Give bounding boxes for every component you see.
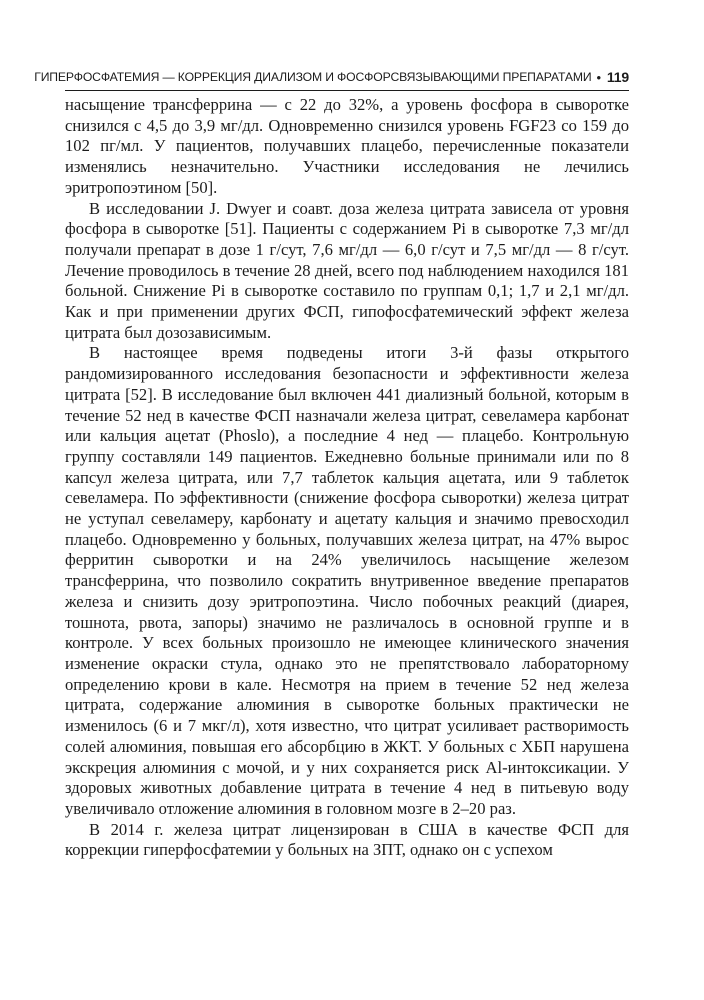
running-title: ГИПЕРФОСФАТЕМИЯ — КОРРЕКЦИЯ ДИАЛИЗОМ И ФОСФОРСВЯЗЫВАЮЩИМИ ПРЕПАРАТАМИ [34, 70, 592, 84]
paragraph-phase3-study: В настоящее время подведены итоги 3-й фазы открытого рандомизированного исследования безопасности и эффективности железа цитрата [52]. В исследование был включен 441 диализный больной, которым в течение 52 нед в качестве ФСП назначали железа цитрат, севеламера карбонат или кальция ацетат (Phoslo), а последние 4 нед — плацебо. Контрольную группу составляли 149 пациентов. Ежедневно больные принимали или по 8 капсул железа цитрата, или 7,7 таблеток кальция ацетата, или 9 таблеток севеламера. По эффективности (снижение фосфора сыворотки) железа цитрат не уступал севеламеру, карбонату и ацетату кальция и значимо превосходил плацебо. Одновременно у больных, получавших железа цитрат, на 47% вырос ферритин сыворотки и на 24% увеличилось насыщение железом трансферрина, что позволило сократить внутривенное введение препаратов железа и снизить дозу эритропоэтина. Число побочных реакций (диарея, тошнота, рвота, запоры) значимо не различалось в основной группе и в контроле. У всех больных произошло не имеющее клинического значения изменение окраски стула, однако это не препятствовало лабораторному определению крови в кале. Несмотря на прием в течение 52 нед железа цитрата, содержание алюминия в сыворотке больных практически не изменилось (6 и 7 мкг/л), хотя известно, что цитрат усиливает растворимость солей алюминия, повышая его абсорбцию в ЖКТ. У больных с ХБП нарушена экскреция алюминия с мочой, и у них сохраняется риск Al-интоксикации. У здоровых животных добавление цитрата в течение 4 нед в питьевую воду увеличивало отложение алюминия в головном мозге в 2–20 раз. [65, 343, 629, 818]
paragraph-dwyer-study: В исследовании J. Dwyer и соавт. доза железа цитрата зависела от уровня фосфора в сыворотке [51]. Пациенты с содержанием Pi в сыворотке 7,3 мг/дл получали препарат в дозе 1 г/сут, 7,6 мг/дл — 6,0 г/сут и 7,5 мг/дл — 8 г/сут. Лечение проводилось в течение 28 дней, всего под наблюдением находился 181 больной. Снижение Pi в сыворотке составило по группам 0,1; 1,7 и 2,1 мг/дл. Как и при применении других ФСП, гипофосфатемический эффект железа цитрата был дозозависимым. [65, 198, 629, 342]
page-number: 119 [606, 69, 629, 85]
book-page [34, 66, 629, 861]
paragraph-licensing: В 2014 г. железа цитрат лицензирован в США в качестве ФСП для коррекции гиперфосфатемии у больных на ЗПТ, однако он с успехом [65, 819, 629, 860]
bullet-separator: • [596, 69, 601, 85]
paragraph-continuation: насыщение трансферрина — с 22 до 32%, а уровень фосфора в сыворотке снизился с 4,5 до 3,9 мг/дл. Одновременно снизился уровень FGF23 со 159 до 102 пг/мл. У пациентов, получавших плацебо, перечисленные показатели изменялись незначительно. Участники исследования не лечились эритропоэтином [50]. [65, 95, 629, 197]
running-header [34, 66, 629, 88]
body-text [65, 95, 629, 861]
header-rule [65, 90, 629, 91]
